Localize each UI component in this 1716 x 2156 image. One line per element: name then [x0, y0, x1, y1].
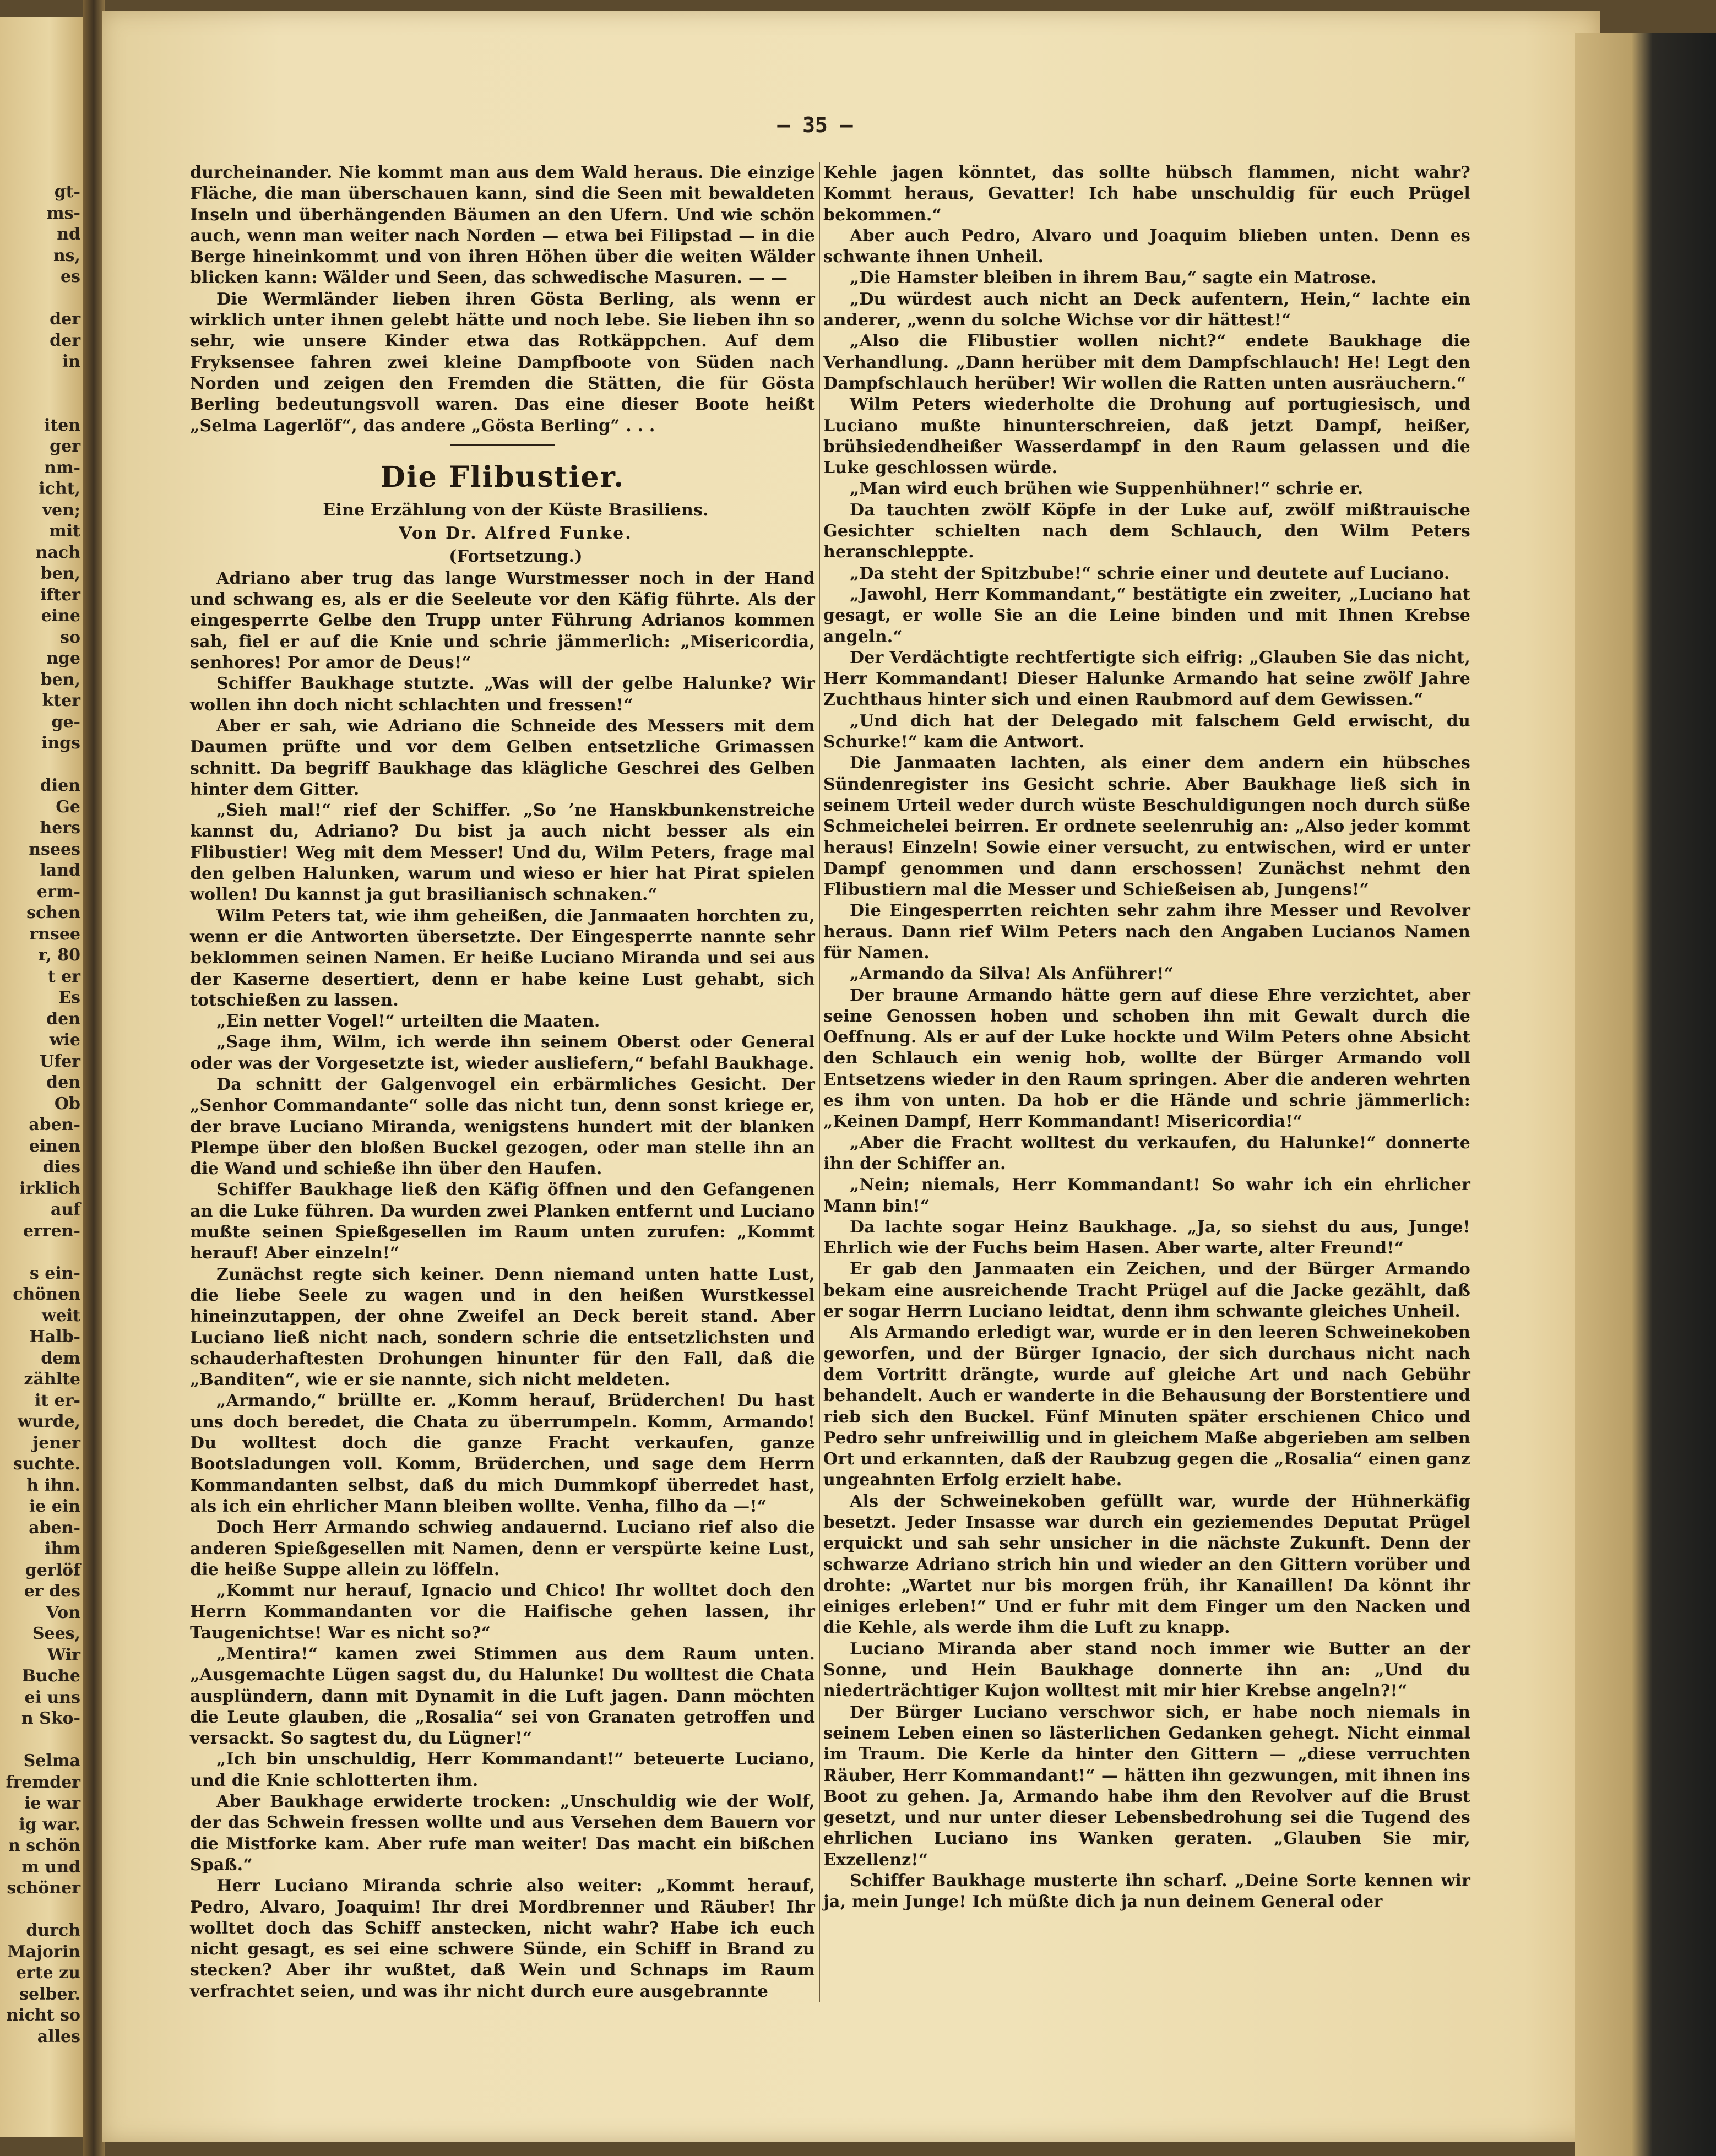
story-paragraph: Schiffer Baukhage musterte ihn scharf. „Deine Sorte kennen wir ja, mein Junge! Ich müßte dich ja nun deinem General oder — [823, 1871, 1470, 1912]
story-paragraph: „Kommt nur herauf, Ignacio und Chico! Ihr wolltet doch den Herrn Kommandanten vor die Haifische gehen lassen, ihr Taugenichtse! War es nicht so?“ — [190, 1581, 815, 1643]
margin-fragment: nsees — [29, 839, 80, 859]
margin-fragment: ihm — [45, 1539, 80, 1558]
story-paragraph: Der Bürger Luciano verschwor sich, er habe noch niemals in seinem Leben einen so lästerlichen Gedanken gehegt. Nicht einmal im Traum. Die Kerle da hinter den Gittern — „diese verruchten Räuber, Herr Kommandant!“ — hätten ihn gezwungen, mit ihnen ins Boot zu gehen. Ja, Armando habe ihm den Revolver auf die Brust gesetzt, und nur unter dieser Lebensbedrohung sei die Tugend des ehrlichen Luciano ins Wanken geraten. „Glauben Sie mir, Exzellenz!“ — [823, 1702, 1470, 1870]
story-paragraph: Als Armando erledigt war, wurde er in den leeren Schweinekoben geworfen, und der Bürger Ignacio, der sich durchaus nicht nach dem Vortritt drängte, wurde auf gleiche Art und nach Gebühr behandelt. Auch er wanderte in die Behausung der Borstentiere und rieb sich den Buckel. Fünf Minuten später erschienen Chico und Pedro sehr unfreiwillig und in gleichem Maße abgerieben am selben Ort und erkannten, daß der Raubzug gegen die „Rosalia“ einen ganz ungeahnten Erfolg erzielt habe. — [823, 1323, 1470, 1490]
story-paragraph: Aber auch Pedro, Alvaro und Joaquim blieben unten. Denn es schwante ihnen Unheil. — [823, 226, 1470, 267]
margin-fragment: nd — [57, 225, 80, 244]
story-paragraph: Adriano aber trug das lange Wurstmesser noch in der Hand und schwang es, als er die Seeleute vor den Käfig führte. Als der eingesperrte Gelbe den Trupp unter Führung Adrianos kommen sah, fiel er auf die Knie und schrie jämmerlich: „Misericordia, senhores! Por amor de Deus!“ — [190, 568, 815, 673]
margin-fragment: alles — [37, 2027, 80, 2046]
story-paragraph: „Mentira!“ kamen zwei Stimmen aus dem Raum unten. „Ausgemachte Lügen sagst du, du Halunke! Du wolltest die Chata ausplündern, dann mit Dynamit in die Luft jagen. Dann möchten die Leute glauben, die „Rosalia“ sei von Granaten getroffen und versackt. So sagtest du, du Lügner!“ — [190, 1644, 815, 1748]
story-paragraph: „Aber die Fracht wolltest du verkaufen, du Halunke!“ donnerte ihn der Schiffer an. — [823, 1133, 1470, 1174]
margin-fragment: ig war. — [19, 1815, 80, 1834]
margin-fragment: ben, — [40, 670, 80, 689]
margin-fragment: es — [61, 267, 80, 286]
margin-fragment: jener — [32, 1433, 80, 1453]
left-text-column — [190, 162, 815, 2002]
margin-fragment — [3, 1242, 80, 1263]
story-paragraph: Schiffer Baukhage stutzte. „Was will der gelbe Halunke? Wir wollen ihn doch nicht schlachten und fressen!“ — [190, 674, 815, 715]
story-paragraph: „Sieh mal!“ rief der Schiffer. „So ’ne Hanskbunkenstreiche kannst du, Adriano? Du bist ja auch nicht besser als ein Flibustier! Weg mit dem Messer! Und du, Wilm Peters, frage mal den gelben Halunken, warum und wieso er hier hat Pirat spielen wollen! Du kannst ja gut brasilianisch schnaken.“ — [190, 801, 815, 905]
story-paragraph: Da tauchten zwölf Köpfe in der Luke auf, zwölf mißtrauische Gesichter schielten nach dem Schlauch, den Wilm Peters heranschleppte. — [823, 500, 1470, 562]
margin-fragment: den — [46, 1009, 80, 1029]
story-paragraph: Der braune Armando hätte gern auf diese Ehre verzichtet, aber seine Genossen hoben und schoben ihn mit Gewalt durch die Oeffnung. Als er auf der Luke hockte und Wilm Peters ohne Absicht den Schlauch ein wenig hob, wollte der Bürger Armando voll Entsetzens wieder in den Raum springen. Aber die anderen wehrten es ihm von unten. Da hob er die Hände und schrie jämmerlich: „Keinen Dampf, Herr Kommandant! Misericordia!“ — [823, 985, 1470, 1132]
story-paragraph: „Ein netter Vogel!“ urteilten die Maaten. — [216, 1012, 600, 1031]
margin-fragment — [3, 373, 80, 394]
right-text-column — [823, 162, 1470, 1913]
margin-fragment: er des — [24, 1582, 80, 1601]
adjacent-page-fragments — [3, 182, 80, 2048]
margin-fragment: rnsee — [29, 924, 80, 944]
margin-fragment: durch — [26, 1921, 80, 1940]
margin-fragment: kter — [42, 691, 80, 710]
margin-fragment — [3, 394, 80, 415]
story-paragraph: „Und dich hat der Delegado mit falschem Geld erwischt, du Schurke!“ kam die Antwort. — [823, 711, 1470, 752]
margin-fragment: ven; — [42, 500, 80, 520]
margin-fragment: nge — [46, 649, 80, 668]
margin-fragment: der — [50, 330, 80, 350]
margin-fragment: n Sko- — [21, 1709, 80, 1728]
margin-fragment: ie ein — [29, 1497, 80, 1516]
margin-fragment: selber. — [19, 1984, 80, 2004]
margin-fragment: auf — [50, 1200, 80, 1219]
story-paragraph: Der Verdächtigte rechtfertigte sich eifrig: „Glauben Sie das nicht, Herr Kommandant! Dieser Halunke Armando hat seine zwölf Jahre Zuchthaus hinter sich und einen Raubmord auf dem Gewissen.“ — [823, 648, 1470, 710]
margin-fragment: aben- — [29, 1518, 80, 1538]
story-paragraph: „Man wird euch brühen wie Suppenhühner!“ schrie er. — [850, 479, 1364, 499]
story-paragraph: Wilm Peters wiederholte die Drohung auf portugiesisch, und Luciano mußte hinunterschreien, daß jetzt Dampf, heißer, brühsiedendheißer Wasserdampf in den Raum gelassen und die Luke geschlossen würde. — [823, 395, 1470, 478]
margin-fragment: dem — [41, 1348, 80, 1368]
margin-fragment: dies — [42, 1158, 80, 1177]
story-paragraph: Aber er sah, wie Adriano die Schneide des Messers mit dem Daumen prüfte und vor dem Gelben entsetzliche Grimassen schnitt. Da begriff Baukhage das klägliche Geschrei des Gelben hinter dem Gitter. — [190, 716, 815, 799]
column-divider — [819, 162, 820, 2002]
story-paragraph: „Also die Flibustier wollen nicht?“ endete Baukhage die Verhandlung. „Dann herüber mit dem Dampfschlauch! He! Legt den Dampfschlauch herüber! Wir wollen die Ratten unten ausräuchern.“ — [823, 332, 1470, 393]
story-paragraph: Doch Herr Armando schwieg andauernd. Luciano rief also die anderen Spießgesellen mit Namen, denn er verspürte keine Lust, die heiße Suppe allein zu löffeln. — [190, 1518, 815, 1579]
intro-paragraph: durcheinander. Nie kommt man aus dem Wald heraus. Die einzige Fläche, die man überschauen kann, sind die Seen mit bewaldeten Inseln und überhängenden Bäumen an den Ufern. Und wie schön auch, wenn man weiter nach Norden — etwa bei Filipstad — in die Berge hineinkommt und von ihren Höhen über die weiten Wälder blicken kann: Wälder und Seen, das schwedische Masuren. — — — [190, 163, 815, 288]
margin-fragment: m und — [21, 1857, 80, 1877]
section-divider — [450, 444, 555, 446]
intro-paragraph: Die Wermländer lieben ihren Gösta Berling, als wenn er wirklich unter ihnen gelebt hätte und noch lebe. Sie lieben ihn so sehr, wie unsere Kinder etwa das Rotkäppchen. Auf dem Fryksensee fahren zwei kleine Dampfboote von Süden nach Norden und zeigen den Fremden die Stätten, die für Gösta Berling bedeutungsvoll waren. Das eine dieser Boote heißt „Selma Lagerlöf“, das andere „Gösta Berling“ . . . — [190, 289, 815, 436]
margin-fragment: r, 80 — [38, 946, 80, 965]
margin-fragment: ei uns — [24, 1687, 80, 1707]
story-paragraph: „Ich bin unschuldig, Herr Kommandant!“ beteuerte Luciano, und die Knie schlotterten ihm. — [190, 1750, 815, 1790]
margin-fragment: so — [60, 627, 80, 647]
margin-fragment: Ob — [54, 1094, 80, 1114]
story-paragraph: „Nein; niemals, Herr Kommandant! So wahr ich ein ehrlicher Mann bin!“ — [823, 1175, 1470, 1216]
story-paragraph: Luciano Miranda aber stand noch immer wie Butter an der Sonne, und Hein Baukhage donnerte ihn an: „Und du niederträchtiger Kujon wolltest mit mir hier Krebse angeln?!“ — [823, 1639, 1470, 1701]
margin-fragment — [3, 754, 80, 776]
story-body-right — [823, 162, 1470, 1913]
story-paragraph: „Jawohl, Herr Kommandant,“ bestätigte ein zweiter, „Luciano hat gesagt, er wolle Sie an die Leine binden und mit Ihnen Krebse angeln.“ — [823, 584, 1470, 647]
margin-fragment — [3, 1899, 80, 1921]
margin-fragment: einen — [29, 1136, 80, 1156]
margin-fragment: gerlöf — [25, 1560, 80, 1580]
story-paragraph: Aber Baukhage erwiderte trocken: „Unschuldig wie der Wolf, der das Schwein fressen wollte und aus Versehen dem Bauern vor die Mistforke kam. Aber rufe man weiter! Das macht ein bißchen Spaß.“ — [190, 1792, 815, 1875]
story-author: Von Dr. Alfred Funke. — [399, 523, 633, 543]
margin-fragment: schen — [26, 903, 80, 922]
story-paragraph: Die Janmaaten lachten, als einer dem andern ein hübsches Sündenregister ins Gesicht schrie. Aber Baukhage ließ sich in seinem Urteil weder durch wüste Beschuldigungen noch durch süße Schmeichelei beirren. Er ordnete seelenruhig an: „Also jeder kommt heraus! Einzeln! Sowie einer versucht, zu entwischen, wird er unter Dampf genommen und dann erschossen! Zunächst nehmt den Flibustiern mal die Messer und Schießeisen ab, Jungens!“ — [823, 753, 1470, 900]
margin-fragment: irklich — [19, 1179, 80, 1198]
story-paragraph: „Armando da Silva! Als Anführer!“ — [850, 964, 1174, 984]
margin-fragment: n schön — [8, 1836, 80, 1855]
story-paragraph: „Armando,“ brüllte er. „Komm herauf, Brüderchen! Du hast uns doch beredet, die Chata zu überrumpeln. Komm, Armando! Du wolltest doch die ganze Fracht verkaufen, ganze Bootsladungen voll. Komm, Brüderchen, und sage dem Herrn Kommandanten selbst, daß du mich Dummkopf überredet hast, als ich ein ehrlicher Mann bleiben wollte. Venha, filho da —!“ — [190, 1391, 815, 1516]
margin-fragment: Selma — [23, 1751, 80, 1771]
story-title: Die Flibustier. — [380, 460, 625, 494]
margin-fragment: schöner — [7, 1878, 80, 1898]
margin-fragment: Ge — [56, 797, 80, 817]
margin-fragment: iten — [44, 415, 80, 435]
margin-fragment: s ein- — [29, 1263, 80, 1283]
book-cover-edge — [1575, 33, 1716, 2156]
margin-fragment: chönen — [13, 1285, 80, 1304]
adjacent-page-edge — [0, 17, 83, 2137]
story-paragraph: Schiffer Baukhage ließ den Käfig öffnen und den Gefangenen an die Luke führen. Da wurden zwei Planken entfernt und Luciano mußte seinen Spießgesellen im Raum unten zurufen: „Kommt herauf! Aber einzeln!“ — [190, 1180, 815, 1263]
story-continuation: (Fortsetzung.) — [449, 546, 583, 566]
margin-fragment: nicht so — [6, 2006, 80, 2025]
story-paragraph: „Die Hamster bleiben in ihrem Bau,“ sagte ein Matrose. — [850, 268, 1377, 288]
story-paragraph: Die Eingesperrten reichten sehr zahm ihre Messer und Revolver heraus. Dann rief Wilm Peters nach den Angaben Lucianos Namen für Namen. — [823, 901, 1470, 963]
margin-fragment: it er- — [34, 1391, 80, 1410]
margin-fragment: gt- — [54, 182, 80, 202]
margin-fragment: erren- — [23, 1221, 80, 1241]
margin-fragment — [3, 288, 80, 309]
margin-fragment: ifter — [40, 585, 80, 605]
margin-fragment: icht, — [39, 479, 80, 498]
story-paragraph: Kehle jagen könntet, das sollte hübsch flammen, nicht wahr? Kommt heraus, Gevatter! Ich habe unschuldig für euch Prügel bekommen.“ — [823, 163, 1470, 225]
margin-fragment: ns, — [53, 246, 80, 265]
margin-fragment: wie — [49, 1030, 80, 1050]
margin-fragment: Von — [46, 1603, 80, 1622]
book-gutter — [83, 0, 105, 2156]
margin-fragment: ben, — [40, 564, 80, 583]
margin-fragment: aben- — [29, 1115, 80, 1134]
margin-fragment: eine — [41, 606, 80, 626]
margin-fragment: Buche — [21, 1666, 80, 1686]
margin-fragment: dien — [40, 776, 80, 795]
story-paragraph: „Du würdest auch nicht an Deck aufentern, Hein,“ lachte ein anderer, „wenn du solche Wichse vor dir hättest!“ — [823, 289, 1470, 330]
margin-fragment — [3, 1730, 80, 1751]
margin-fragment: fremder — [6, 1772, 80, 1792]
margin-fragment: ie war — [24, 1794, 80, 1813]
margin-fragment: Ufer — [40, 1051, 80, 1071]
margin-fragment: erte zu — [15, 1963, 80, 1983]
margin-fragment: weit — [41, 1306, 80, 1326]
margin-fragment: ms- — [46, 203, 80, 223]
story-paragraph: Er gab den Janmaaten ein Zeichen, und der Bürger Armando bekam eine ausreichende Tracht Prügel auf die Jacke gezählt, daß er sogar Herrn Luciano leidtat, denn ihm schwante gleiches Unheil. — [823, 1259, 1470, 1322]
story-paragraph: Wilm Peters tat, wie ihm geheißen, die Janmaaten horchten zu, wenn er die Antworten übersetzte. Der Eingesperrte nannte sehr beklommen seinen Namen. Er heiße Luciano Miranda und sei aus der Kaserne desertiert, denn er habe keine Lust gehabt, sich totschießen zu lassen. — [190, 906, 815, 1010]
story-paragraph: Als der Schweinekoben gefüllt war, wurde der Hühnerkäfig besetzt. Jeder Insasse war durch ein geziemendes Deputat Prügel erquickt und sah sehr unsicher in die nächste Zukunft. Denn der schwarze Adriano strich hin und wieder an den Gittern vorüber und drohte: „Wartet nur bis morgen früh, ihr Kanaillen! Da könnt ihr einiges erleben!“ Und er fuhr mit dem Finger um den Nacken und die Kehle, als werde ihm die Luft zu knapp. — [823, 1491, 1470, 1638]
margin-fragment: hers — [40, 818, 80, 838]
margin-fragment: Halb- — [29, 1327, 80, 1346]
margin-fragment: nach — [35, 542, 80, 562]
margin-fragment: nm- — [44, 458, 80, 477]
margin-fragment: h ihn. — [26, 1475, 80, 1495]
margin-fragment: Wir — [47, 1645, 80, 1665]
margin-fragment: wurde, — [18, 1412, 80, 1431]
margin-fragment: den — [46, 1073, 80, 1092]
margin-fragment: in — [62, 352, 80, 371]
story-subtitle: Eine Erzählung von der Küste Brasiliens. — [323, 500, 709, 520]
margin-fragment: t er — [47, 966, 80, 986]
margin-fragment: ger — [50, 437, 80, 456]
story-paragraph: „Sage ihm, Wilm, ich werde ihn seinem Oberst oder General oder was der Vorgesetzte ist, wieder ausliefern,“ befahl Baukhage. — [190, 1033, 815, 1073]
margin-fragment: zählte — [24, 1370, 80, 1389]
story-paragraph: Da schnitt der Galgenvogel ein erbärmliches Gesicht. Der „Senhor Commandante“ solle das nicht tun, denn sonst kriege er, der brave Luciano Miranda, wenigstens hundert mit der blanken Plempe über den bloßen Buckel gezogen, oder man stelle ihn an die Wand und schieße ihn über den Haufen. — [190, 1074, 815, 1179]
margin-fragment: ings — [41, 734, 80, 753]
story-paragraph: Herr Luciano Miranda schrie also weiter: „Kommt herauf, Pedro, Alvaro, Joaquim! Ihr drei Mordbrenner und Räuber! Ihr wolltet doch das Schiff anstecken, nicht wahr? Habe ich euch nicht gesagt, es sei eine schwere Sünde, ein Schiff in Brand zu stecken? Aber ihr wußtet, daß Wein und Schnaps im Raum verfrachtet seien, und was ihr nicht durch eure ausgebrannte — [190, 1876, 815, 2001]
margin-fragment: mit — [49, 522, 80, 541]
margin-fragment: Majorin — [7, 1942, 80, 1962]
margin-fragment: Sees, — [32, 1624, 80, 1643]
story-paragraph: „Da steht der Spitzbube!“ schrie einer und deutete auf Luciano. — [850, 563, 1450, 583]
margin-fragment: ge- — [51, 712, 80, 732]
margin-fragment: der — [50, 309, 80, 329]
margin-fragment: Es — [58, 988, 80, 1007]
margin-fragment: erm- — [36, 882, 80, 901]
story-paragraph: Da lachte sogar Heinz Baukhage. „Ja, so siehst du aus, Junge! Ehrlich wie der Fuchs beim Hasen. Aber warte, alter Freund!“ — [823, 1217, 1470, 1258]
margin-fragment: suchte. — [13, 1454, 80, 1474]
page-number: — 35 — — [777, 113, 853, 137]
margin-fragment: land — [40, 861, 80, 880]
story-paragraph: Zunächst regte sich keiner. Denn niemand unten hatte Lust, die liebe Seele zu wagen und in den heißen Wurstkessel hineinzutappen, der ohne Zweifel an Deck bereit stand. Aber Luciano ließ nicht nach, sondern schrie die entsetzlichsten und schauderhaftesten Drohungen hinunter für den Fall, daß die „Banditen“, wie er sie nannte, sich nicht meldeten. — [190, 1264, 815, 1390]
story-body-left — [190, 568, 815, 2002]
